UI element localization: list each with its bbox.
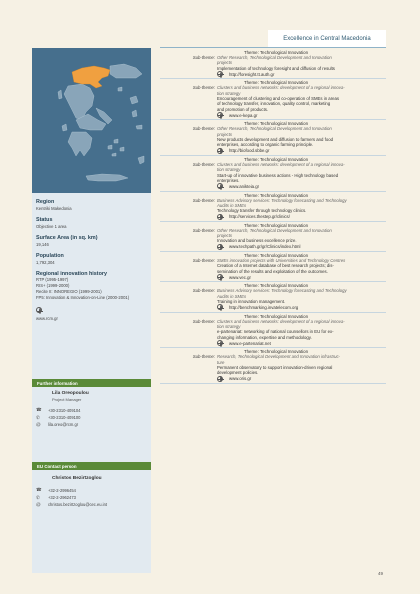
surface-value: 19,146 [36, 242, 49, 247]
map-cyclades-3 [120, 147, 124, 151]
entry-subtheme: Other Research, Technological Development and Innovation [217, 126, 332, 132]
globe-icon [217, 376, 223, 382]
header-rule [160, 47, 386, 48]
entry-subtheme: ture [217, 359, 225, 365]
project-entry [160, 156, 386, 192]
entry-subtheme-label [160, 360, 217, 365]
entry-subtheme-label [160, 60, 217, 65]
entry-url[interactable]: http://benchmarking.invatelecom.org [229, 304, 299, 310]
entry-subtheme-label: Sub-theme: [192, 227, 215, 233]
entry-url-row [217, 376, 386, 382]
entry-subtheme: Clusters and business networks: development of a regional innova- [217, 85, 345, 91]
entry-url[interactable]: www.anikteia.gr [229, 183, 260, 189]
fax-icon: ✆ [36, 494, 40, 500]
map-cyclades-1 [114, 139, 118, 143]
contact-role: Project Manager [52, 397, 82, 402]
entry-subtheme-label: Sub-theme: [192, 258, 215, 264]
population-value: 1,792,304 [36, 260, 55, 265]
entry-url-row [217, 274, 386, 280]
entry-theme: Theme: Technological Innovation [243, 222, 309, 228]
entry-subtheme-label [160, 233, 217, 238]
contact-phone: +30-2310-409104 [48, 407, 81, 413]
entry-subtheme-label: Sub-theme: [192, 161, 215, 167]
eu-contact-name: Christos Bezirtzoglou [52, 476, 102, 481]
entry-url[interactable]: www.oris.gr [229, 376, 252, 382]
region-value: Kentriki Makedonia [36, 206, 72, 211]
page-number: 49 [378, 571, 384, 576]
entry-theme: Theme: Technological Innovation [243, 192, 309, 198]
region-info [36, 199, 149, 321]
entry-subtheme-label [160, 203, 217, 208]
entry-url[interactable]: http://services.thestep.gr/clinics/ [229, 214, 290, 220]
entry-theme: Theme: Technological Innovation [243, 156, 309, 162]
globe-icon [217, 214, 223, 220]
globe-icon [217, 148, 223, 154]
globe-icon [217, 71, 223, 77]
entry-url[interactable]: www.vec.gr [229, 274, 251, 280]
history-list [36, 277, 149, 301]
further-info-bar: Further information [32, 379, 151, 387]
entry-theme: Theme: Technological Innovation [243, 313, 309, 319]
eu-email-row [36, 502, 149, 507]
map-rhodes [138, 156, 144, 164]
entry-description: enterprises. [217, 177, 240, 183]
map-crete [86, 174, 128, 181]
entry-subtheme: Clusters and business networks: development of a regional innova- [217, 318, 345, 324]
page-header-title: Excellence in Central Macedonia [268, 30, 386, 47]
greece-map [32, 48, 151, 193]
eu-contact-bar: EU Contact person [32, 462, 151, 470]
entry-subtheme: Audits in SMEs [217, 293, 247, 299]
entry-theme: Theme: Technological Innovation [243, 80, 309, 86]
globe-icon [36, 307, 42, 313]
contact-name: Lila Oreopoulou [52, 391, 89, 396]
eu-fax: +32-2-2962473 [48, 495, 76, 500]
map-chios [132, 110, 137, 117]
project-entry [160, 348, 386, 384]
eu-fax-row [36, 495, 149, 501]
surface-label: Surface Area (in sq. km) [36, 235, 98, 241]
contact-email[interactable]: lila.oreo@rcm.gr [48, 422, 79, 427]
map-lemnos [118, 87, 122, 91]
entry-subtheme-label [160, 91, 217, 96]
project-entry [160, 79, 386, 120]
entry-theme: Theme: Technological Innovation [243, 253, 309, 259]
status-value: Objective 1 area [36, 224, 67, 229]
status-label: Status [36, 217, 53, 223]
entry-subtheme: Clusters and business networks: development of a regional innova- [217, 161, 345, 167]
entry-subtheme-label [160, 294, 217, 299]
project-entry [160, 222, 386, 252]
entry-subtheme-label: Sub-theme: [192, 288, 215, 294]
entry-subtheme-row [160, 60, 386, 65]
entry-subtheme: Other Research, Technological Development and Innovation [217, 227, 332, 233]
entry-subtheme: tion strategy [217, 90, 241, 96]
contact-email-row [36, 422, 149, 427]
entry-subtheme: tion strategy [217, 167, 241, 173]
phone-icon: ☎ [36, 407, 42, 412]
map-cyclades-4 [112, 153, 116, 156]
entry-subtheme-label: Sub-theme: [192, 318, 215, 324]
entry-description: Implementation of technology foresight and diffusion of results [217, 65, 335, 71]
entry-description: Creation of a Internet database of best research projects; dis- [217, 263, 334, 269]
map-corfu [58, 90, 62, 99]
contact-fax: +30-2310-409100 [48, 415, 81, 420]
entry-subtheme-label: Sub-theme: [192, 55, 215, 60]
project-entries [160, 49, 386, 384]
project-entry [160, 313, 386, 349]
entry-url[interactable]: www.e-partenariat.net [229, 340, 271, 346]
population-label: Population [36, 253, 64, 259]
website-block [36, 307, 149, 321]
phone-icon: ☎ [36, 487, 42, 492]
entry-url[interactable]: www.techpath.gr/gr/Clinics/index.html [229, 244, 301, 250]
entry-theme: Theme: Technological Innovation [243, 349, 309, 355]
project-entry [160, 192, 386, 222]
entry-subtheme: SMEs innovation projects with Universities and Technology Centres [217, 258, 346, 264]
globe-icon [217, 183, 223, 189]
entry-url[interactable]: www.e-kepa.gr [229, 112, 258, 118]
email-icon: @ [36, 502, 41, 507]
entry-description: semination of the results and exploitation of the outcomes. [217, 268, 328, 274]
entry-subtheme-label: Sub-theme: [192, 85, 215, 91]
entry-description: Permanent observatory to support innovation-driven regional [217, 364, 333, 370]
entry-subtheme-label [160, 324, 217, 329]
entry-url-row [217, 304, 386, 310]
globe-icon [217, 340, 223, 346]
entry-url[interactable]: http://foresight.tt.auth.gr [229, 71, 275, 77]
entry-description: Technology transfer through technology clinics. [217, 208, 307, 214]
entry-description: Innovation and business excellence prize. [217, 238, 297, 244]
further-info-contact [36, 391, 149, 427]
project-entry [160, 282, 386, 312]
entry-url[interactable]: http://biofood.sbbe.gr [229, 148, 270, 154]
entry-description: e-partenariat: networking of national counsellors in EU for ex- [217, 329, 334, 335]
project-entry [160, 252, 386, 282]
entry-subtheme: Business Advisory services: Technology forecasting and Technology [217, 288, 347, 294]
map-kefalonia [62, 124, 67, 131]
history-item: RTP (1995-1997) [36, 277, 69, 282]
project-entry [160, 120, 386, 156]
eu-phone: +32-2-2996454 [48, 487, 76, 493]
entry-description: development policies. [217, 370, 259, 376]
entry-description: Start-up of innovative business actions - High technology based [217, 172, 339, 178]
entry-subtheme: projects [217, 60, 233, 66]
map-peloponnese [68, 132, 92, 156]
history-item: RIS+ (1999-2000) [36, 283, 70, 289]
top-strip [0, 0, 420, 28]
map-lesvos [130, 96, 138, 104]
entry-url-row [217, 148, 386, 154]
entry-subtheme-label: Sub-theme: [192, 354, 215, 360]
entry-subtheme: projects [217, 233, 233, 239]
entry-description: Training in innovation management. [217, 299, 286, 305]
entry-subtheme: Audits in SMEs [217, 202, 247, 208]
entry-subtheme: Research, Technological Development and Innovation infrastruc- [217, 354, 341, 360]
history-item: Recite II: INNOREGIO (1999-2001) [36, 289, 102, 295]
entry-subtheme-label [160, 132, 217, 137]
entry-subtheme-label: Sub-theme: [192, 126, 215, 132]
map-thrace [110, 64, 142, 78]
entry-theme: Theme: Technological Innovation [243, 283, 309, 289]
entry-description: Encouragement of clustering and co-operation of SMEs in areas [217, 95, 340, 101]
entry-subtheme-row [160, 167, 386, 172]
history-label: Regional innovation history [36, 271, 107, 277]
globe-icon [217, 244, 223, 250]
entry-theme: Theme: Technological Innovation [243, 121, 309, 127]
map-samos [136, 125, 142, 129]
contact-fax-row [36, 415, 149, 421]
history-item: FP5: Innovation & Innovation-on-Line (2000-2001) [36, 295, 130, 301]
globe-icon [217, 274, 223, 280]
entry-subtheme: Business Advisory services: Technology forecasting and Technology [217, 197, 347, 203]
map-cyclades-2 [108, 145, 112, 149]
entry-description: New products development and diffusion to farmers and food [217, 136, 334, 142]
entry-url-row [217, 71, 386, 77]
entry-subtheme: projects [217, 131, 233, 137]
eu-email[interactable]: christos.bezirtzoglou@cec.eu.int [48, 502, 107, 507]
entry-description: changing information, expertise and methodology. [217, 334, 312, 340]
region-label: Region [36, 199, 55, 205]
eu-phone-row [36, 487, 149, 493]
entry-description: enterprises, according to organic farming principle. [217, 142, 314, 148]
entry-url-row [217, 112, 386, 118]
entry-subtheme: Other Research, Technological Development and Innovation [217, 55, 332, 60]
entry-url-row [217, 340, 386, 346]
entry-theme: Theme: Technological Innovation [243, 50, 309, 55]
globe-icon [217, 112, 223, 118]
entry-subtheme-label [160, 167, 217, 172]
entry-subtheme: tion strategy [217, 323, 241, 329]
website-link[interactable]: www.rcm.gr [36, 316, 58, 322]
fax-icon: ✆ [36, 414, 40, 420]
contact-phone-row [36, 407, 149, 413]
entry-description: and promotion of products. [217, 106, 269, 112]
entry-subtheme-label: Sub-theme: [192, 197, 215, 203]
entry-url-row [217, 244, 386, 250]
map-epirus-thessaly [64, 84, 94, 120]
entry-url-row [217, 183, 386, 189]
entry-description: of technology transfer, innovation, quality control, marketing [217, 101, 331, 107]
eu-contact [36, 476, 149, 507]
email-icon: @ [36, 422, 41, 427]
globe-icon [217, 304, 223, 310]
entry-url-row [217, 214, 386, 220]
project-entry [160, 49, 386, 79]
